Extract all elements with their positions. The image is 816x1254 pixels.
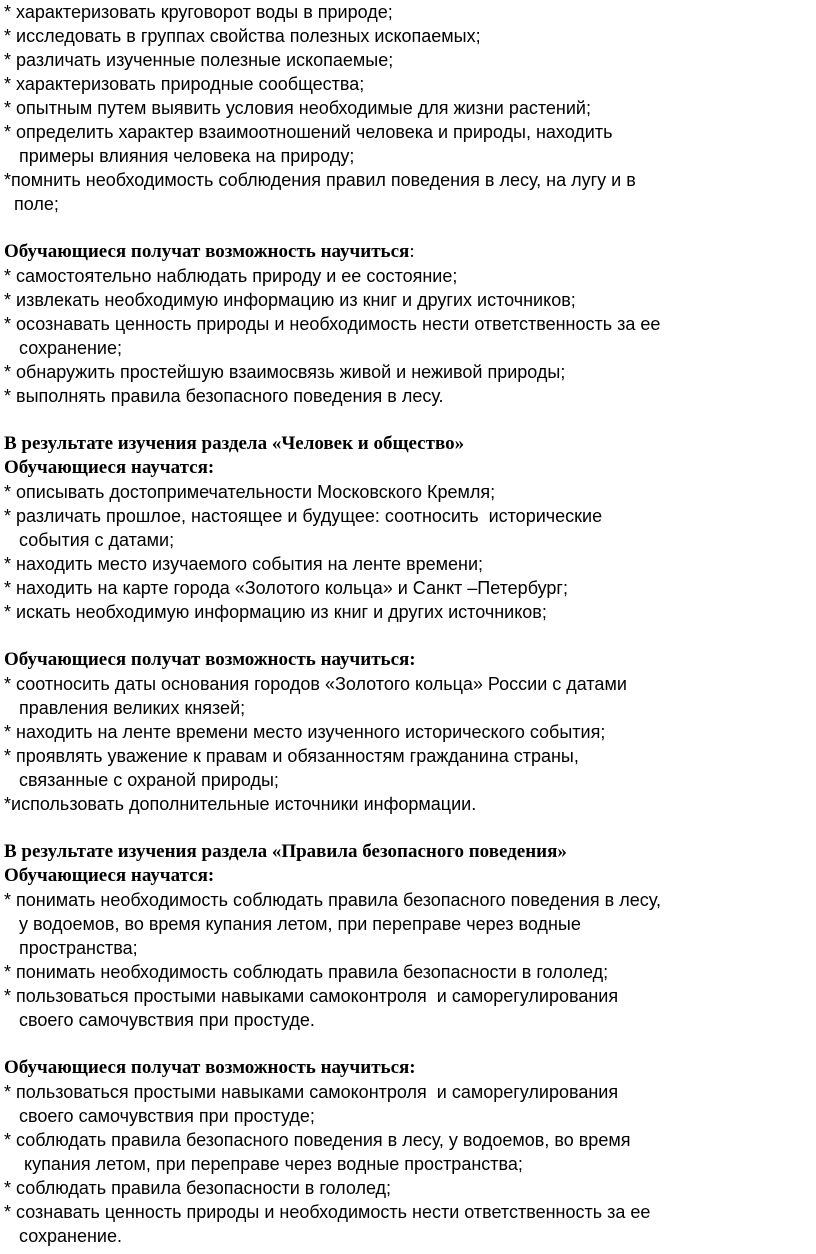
item-text: купания летом, при переправе через водные пространства; [4,1154,523,1174]
list-item [4,384,804,408]
blank-line [4,1032,804,1056]
section-heading [4,864,804,888]
section-heading [4,840,804,864]
item-text: находить на карте города «Золотого кольца» и Санкт –Петербург; [16,578,568,598]
item-text: примеры влияния человека на природу; [4,146,355,166]
item-text: связанные с охраной природы; [4,770,279,790]
item-text: пространства; [4,938,138,958]
blank-line [4,816,804,840]
item-text: у водоемов, во время купания летом, при переправе через водные [4,914,581,934]
item-text: извлекать необходимую информацию из книг и других источников; [16,290,576,310]
list-item [4,288,804,312]
bullet-asterisk: * [4,74,17,94]
item-text: помнить необходимость соблюдения правил поведения в лесу, на лугу и в [11,170,636,190]
bullet-asterisk: * [4,986,17,1006]
list-item-continuation [4,768,804,792]
bullet-asterisk: * [4,1082,17,1102]
list-item-continuation [4,1224,804,1248]
heading-text: Обучающиеся получат возможность научиться [4,241,410,262]
bullet-asterisk: * [4,962,17,982]
list-item [4,24,804,48]
heading-text: Обучающиеся научатся: [4,865,215,886]
list-item [4,168,804,192]
bullet-asterisk: * [4,1130,17,1150]
item-text: сохранение; [4,338,122,358]
list-item-continuation [4,912,804,936]
list-item [4,120,804,144]
blank-line [4,408,804,432]
list-item [4,576,804,600]
heading-text: В результате изучения раздела «Правила безопасного поведения» [4,841,567,862]
list-item [4,720,804,744]
list-item [4,672,804,696]
item-text: своего самочувствия при простуде; [4,1106,315,1126]
item-text: своего самочувствия при простуде. [4,1010,315,1030]
bullet-asterisk: * [4,386,17,406]
list-item-continuation [4,1008,804,1032]
bullet-asterisk: * [4,314,17,334]
item-text: проявлять уважение к правам и обязанностям гражданина страны, [16,746,579,766]
item-text: искать необходимую информацию из книг и других источников; [16,602,547,622]
item-text: события с датами; [4,530,175,550]
bullet-asterisk: * [4,554,17,574]
bullet-asterisk: * [4,674,17,694]
list-item [4,744,804,768]
bullet-asterisk: * [4,722,17,742]
list-item [4,72,804,96]
list-item-continuation [4,336,804,360]
list-item [4,600,804,624]
bullet-asterisk: * [4,2,17,22]
list-item [4,312,804,336]
item-text: сохранение. [4,1226,122,1246]
item-text: пользоваться простыми навыками самоконтроля и саморегулирования [16,1082,619,1102]
list-item [4,0,804,24]
bullet-asterisk: * [4,170,12,190]
bullet-asterisk: * [4,26,17,46]
list-item [4,96,804,120]
item-text: исследовать в группах свойства полезных ископаемых; [16,26,481,46]
section-heading [4,456,804,480]
list-item [4,360,804,384]
item-text: определить характер взаимоотношений человека и природы, находить [16,122,613,142]
item-text: понимать необходимость соблюдать правила безопасности в гололед; [16,962,609,982]
list-item [4,1176,804,1200]
list-item [4,504,804,528]
list-item [4,552,804,576]
list-item [4,1080,804,1104]
item-text: соотносить даты основания городов «Золотого кольца» России с датами [16,674,627,694]
item-text: описывать достопримечательности Московского Кремля; [16,482,496,502]
bullet-asterisk: * [4,122,17,142]
list-item [4,264,804,288]
item-text: понимать необходимость соблюдать правила безопасного поведения в лесу, [16,890,661,910]
list-item [4,480,804,504]
section-heading [4,432,804,456]
list-item-continuation [4,1152,804,1176]
item-text: осознавать ценность природы и необходимость нести ответственность за ее [16,314,661,334]
bullet-asterisk: * [4,746,17,766]
list-item-continuation [4,696,804,720]
list-item [4,792,804,816]
list-item-continuation [4,528,804,552]
list-item-continuation [4,1104,804,1128]
item-text: опытным путем выявить условия необходимые для жизни растений; [16,98,591,118]
bullet-asterisk: * [4,890,17,910]
list-item-continuation [4,144,804,168]
item-text: сознавать ценность природы и необходимость нести ответственность за ее [16,1202,651,1222]
item-text: поле; [4,194,59,214]
list-item [4,48,804,72]
blank-line [4,624,804,648]
item-text: находить место изучаемого события на ленте времени; [16,554,484,574]
list-item [4,984,804,1008]
bullet-asterisk: * [4,602,17,622]
list-item [4,1200,804,1224]
bullet-asterisk: * [4,50,17,70]
list-item [4,888,804,912]
list-item-continuation [4,192,804,216]
list-item [4,1128,804,1152]
heading-text: В результате изучения раздела «Человек и общество» [4,433,465,454]
bullet-asterisk: * [4,506,17,526]
item-text: различать изученные полезные ископаемые; [16,50,394,70]
bullet-asterisk: * [4,362,17,382]
list-item-continuation [4,936,804,960]
document-page [4,0,804,1248]
heading-text: Обучающиеся научатся: [4,457,215,478]
item-text: правления великих князей; [4,698,246,718]
bullet-asterisk: * [4,290,17,310]
item-text: использовать дополнительные источники информации. [11,794,477,814]
bullet-asterisk: * [4,482,17,502]
item-text: соблюдать правила безопасного поведения в лесу, у водоемов, во время [16,1130,631,1150]
section-heading [4,240,804,264]
item-text: различать прошлое, настоящее и будущее: соотносить исторические [16,506,603,526]
heading-text: Обучающиеся получат возможность научиться: [4,1057,416,1078]
list-item [4,960,804,984]
heading-suffix: : [409,241,415,262]
item-text: соблюдать правила безопасности в гололед; [16,1178,392,1198]
bullet-asterisk: * [4,794,12,814]
item-text: характеризовать круговорот воды в природе; [16,2,393,22]
heading-text: Обучающиеся получат возможность научиться: [4,649,416,670]
bullet-asterisk: * [4,266,17,286]
item-text: выполнять правила безопасного поведения в лесу. [16,386,444,406]
item-text: обнаружить простейшую взаимосвязь живой и неживой природы; [16,362,566,382]
section-heading [4,1056,804,1080]
bullet-asterisk: * [4,578,17,598]
section-heading [4,648,804,672]
blank-line [4,216,804,240]
item-text: пользоваться простыми навыками самоконтроля и саморегулирования [16,986,619,1006]
item-text: находить на ленте времени место изученного исторического события; [16,722,606,742]
bullet-asterisk: * [4,1202,17,1222]
bullet-asterisk: * [4,1178,17,1198]
item-text: характеризовать природные сообщества; [16,74,365,94]
bullet-asterisk: * [4,98,17,118]
item-text: самостоятельно наблюдать природу и ее состояние; [16,266,458,286]
